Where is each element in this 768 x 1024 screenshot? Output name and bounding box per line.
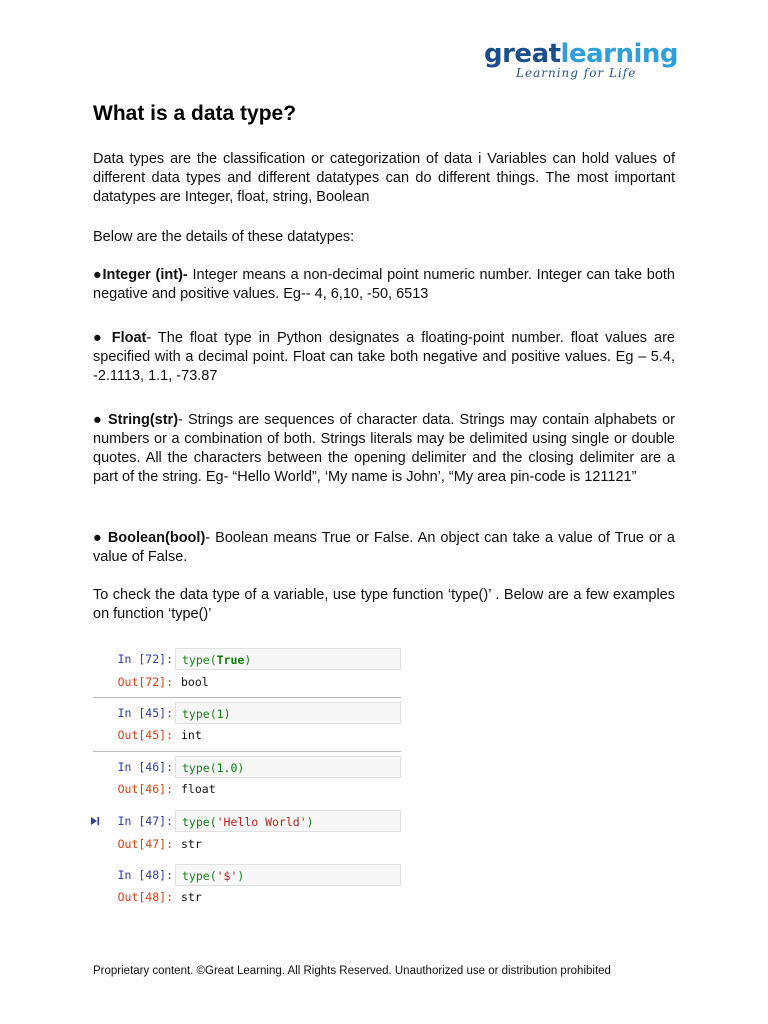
code-arg: 1.0 [216, 761, 238, 775]
in-prompt: In [72]: [117, 652, 173, 666]
in-prompt: In [46]: [117, 760, 173, 774]
output-row [93, 833, 401, 855]
out-prompt: Out[47]: [117, 837, 173, 851]
code-cell[interactable] [175, 648, 401, 670]
code-cell[interactable] [175, 702, 401, 724]
input-row[interactable] [93, 702, 401, 724]
code-arg: 1 [216, 707, 224, 721]
type-name: Integer (int)- [102, 267, 188, 283]
code-close: ) [223, 707, 231, 721]
footer-copyright: Proprietary content. ©Great Learning. All Rights Reserved. Unauthorized use or distribution prohibited [93, 965, 611, 977]
bullet: ● [93, 330, 112, 346]
output-value: float [181, 782, 216, 796]
type-boolean [93, 529, 675, 567]
code-close: ) [237, 761, 245, 775]
input-row[interactable] [93, 810, 401, 832]
output-value: int [181, 728, 202, 742]
input-row[interactable] [93, 864, 401, 886]
input-row[interactable] [93, 756, 401, 778]
in-prompt: In [48]: [117, 868, 173, 882]
cell-divider [93, 751, 401, 752]
logo-tagline: Learning for Life [516, 66, 637, 80]
logo-word-learning: learning [560, 39, 679, 69]
code-arg: 'Hello World' [216, 815, 307, 829]
type-name: Boolean(bool) [107, 530, 206, 546]
code-fn: type( [182, 761, 217, 775]
bullet: ● [93, 412, 108, 428]
type-name: Float [111, 330, 147, 346]
code-close: ) [244, 653, 252, 667]
type-name: String(str) [107, 412, 179, 428]
code-cell[interactable] [175, 810, 401, 832]
out-prompt: Out[72]: [117, 675, 173, 689]
output-row [93, 886, 401, 908]
code-close: ) [237, 869, 245, 883]
type-description: - Strings are sequences of character data. Strings may contain alphabets or numbers or a combination of both. Strings literals may be delimited using single or double quotes. All the characters between the opening delimiter and the closing delimiter are a part of the string. Eg- “Hello World”, ‘My name is John’, “My area pin-code is 121121” [93, 412, 675, 485]
type-description: - The float type in Python designates a floating-point number. float values are specified with a decimal point. Float can take both negative and positive values. Eg – 5.4, -2.1113, 1.1, -73.87 [93, 330, 675, 384]
output-value: str [181, 890, 202, 904]
code-cell[interactable] [175, 756, 401, 778]
bullet: ● [93, 530, 108, 546]
out-prompt: Out[45]: [117, 728, 173, 742]
check-type-paragraph: To check the data type of a variable, use type function ‘type()’ . Below are a few examples on function ‘type()’ [93, 587, 675, 622]
logo-word-great: great [484, 39, 561, 69]
intro-paragraph: Data types are the classification or categorization of data i Variables can hold values of different data types and different datatypes can do different things. The most important datatypes are Integer, float, string, Boolean [93, 151, 675, 205]
type-description: Integer means a non-decimal point numeric number. Integer can take both negative and positive values. Eg-- 4, 6,10, -50, 6513 [93, 267, 676, 302]
type-description: - Boolean means True or False. An object can take a value of True or a value of False. [93, 530, 675, 565]
input-row[interactable] [93, 648, 401, 670]
code-arg: '$' [216, 869, 238, 883]
type-string [93, 411, 675, 487]
type-integer [93, 266, 675, 304]
code-close: ) [306, 815, 314, 829]
code-fn: type( [182, 653, 217, 667]
in-prompt: In [47]: [117, 814, 173, 828]
output-row [93, 724, 401, 746]
in-prompt: In [45]: [117, 706, 173, 720]
greatlearning-logo [484, 40, 684, 80]
code-fn: type( [182, 869, 217, 883]
page-title: What is a data type? [93, 102, 297, 125]
code-cell[interactable] [175, 864, 401, 886]
type-float [93, 329, 675, 386]
output-value: bool [181, 675, 209, 689]
bullet: ● [93, 267, 103, 283]
out-prompt: Out[48]: [117, 890, 173, 904]
output-row [93, 671, 401, 693]
output-row [93, 778, 401, 800]
details-heading: Below are the details of these datatypes: [93, 229, 355, 245]
logo-wordmark [484, 40, 684, 68]
code-fn: type( [182, 707, 217, 721]
code-arg: True [216, 653, 245, 667]
out-prompt: Out[46]: [117, 782, 173, 796]
output-value: str [181, 837, 202, 851]
cell-divider [93, 697, 401, 698]
code-fn: type( [182, 815, 217, 829]
